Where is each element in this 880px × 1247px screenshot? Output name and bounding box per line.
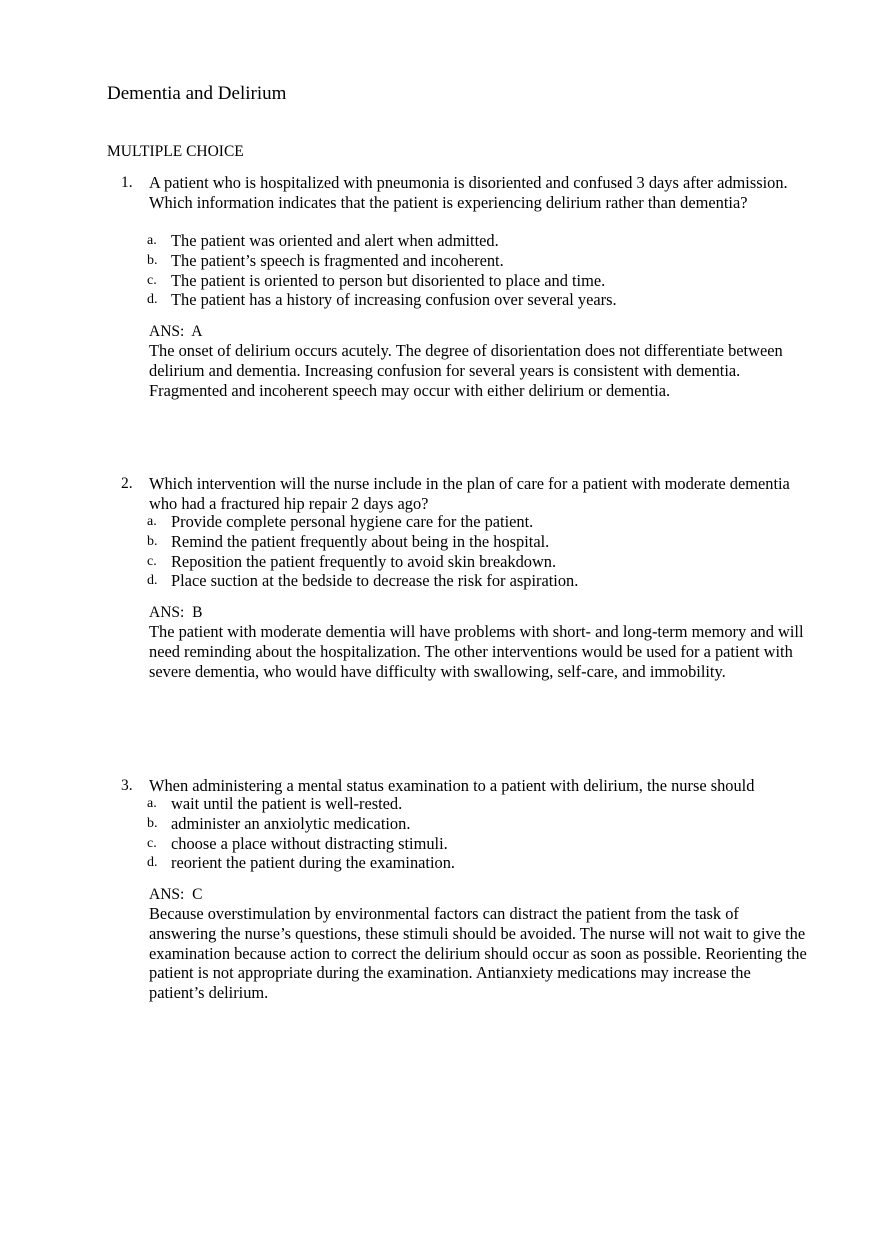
choice-text: Remind the patient frequently about being in the hospital. [171, 532, 550, 551]
choice-b [0, 532, 880, 552]
choice-text: reorient the patient during the examination. [171, 853, 456, 872]
question-stem: A patient who is hospitalized with pneumonia is disoriented and confused 3 days after admission. Which information indicates that the patient is experiencing delirium rather than dementia? [149, 173, 788, 212]
choice-c [0, 271, 880, 291]
choice-text: Reposition the patient frequently to avoid skin breakdown. [171, 552, 557, 571]
choice-text: Provide complete personal hygiene care for the patient. [171, 512, 534, 531]
choice-letter: a. [147, 796, 157, 811]
question-stem: Which intervention will the nurse include in the plan of care for a patient with moderate dementia who had a fractured hip repair 2 days ago? [149, 474, 790, 513]
rationale: The patient with moderate dementia will have problems with short- and long-term memory and will need reminding about the hospitalization. The other interventions would be used for a patient with severe dementia, who would have difficulty with swallowing, self-care, and immobility. [149, 622, 804, 681]
choice-text: wait until the patient is well-rested. [171, 794, 403, 813]
answer-key: ANS: A [149, 323, 203, 340]
choice-text: The patient is oriented to person but disoriented to place and time. [171, 271, 606, 290]
question-number: 3. [121, 777, 133, 794]
choice-letter: d. [147, 855, 158, 870]
rationale: The onset of delirium occurs acutely. The degree of disorientation does not differentiate between delirium and dementia. Increasing confusion for several years is consistent with dementia. Fragmented and incoherent speech may occur with either delirium or dementia. [149, 341, 783, 400]
choice-text: The patient has a history of increasing confusion over several years. [171, 290, 617, 309]
choice-letter: d. [147, 292, 158, 307]
answer-key: ANS: B [149, 604, 203, 621]
question-number: 1. [121, 174, 133, 191]
choice-letter: a. [147, 514, 157, 529]
choice-text: Place suction at the bedside to decrease the risk for aspiration. [171, 571, 579, 590]
choice-d [0, 290, 880, 310]
choice-letter: c. [147, 273, 157, 288]
question-number: 2. [121, 475, 133, 492]
choice-letter: c. [147, 836, 157, 851]
section-heading: MULTIPLE CHOICE [107, 143, 244, 160]
choice-text: administer an anxiolytic medication. [171, 814, 411, 833]
choice-b [0, 251, 880, 271]
choice-d [0, 571, 880, 591]
choice-a [0, 231, 880, 251]
choice-a [0, 794, 880, 814]
choice-c [0, 552, 880, 572]
choice-text: choose a place without distracting stimuli. [171, 834, 448, 853]
choice-d [0, 853, 880, 873]
choice-a [0, 512, 880, 532]
choice-b [0, 814, 880, 834]
question-stem: When administering a mental status examination to a patient with delirium, the nurse should [149, 776, 755, 795]
choice-letter: b. [147, 816, 158, 831]
choice-text: The patient was oriented and alert when admitted. [171, 231, 499, 250]
choice-c [0, 834, 880, 854]
rationale: Because overstimulation by environmental factors can distract the patient from the task of answering the nurse’s questions, these stimuli should be avoided. The nurse will not wait to give the examination because action to correct the delirium should occur as soon as possible. Reorienting the patient is not appropriate during the examination. Antianxiety medications may increase the patient’s delirium. [149, 904, 807, 1003]
answer-key: ANS: C [149, 886, 203, 903]
choice-letter: b. [147, 253, 158, 268]
choice-letter: a. [147, 233, 157, 248]
choice-text: The patient’s speech is fragmented and incoherent. [171, 251, 504, 270]
page-title: Dementia and Delirium [107, 83, 287, 104]
choice-letter: b. [147, 534, 158, 549]
choice-letter: c. [147, 554, 157, 569]
choice-letter: d. [147, 573, 158, 588]
